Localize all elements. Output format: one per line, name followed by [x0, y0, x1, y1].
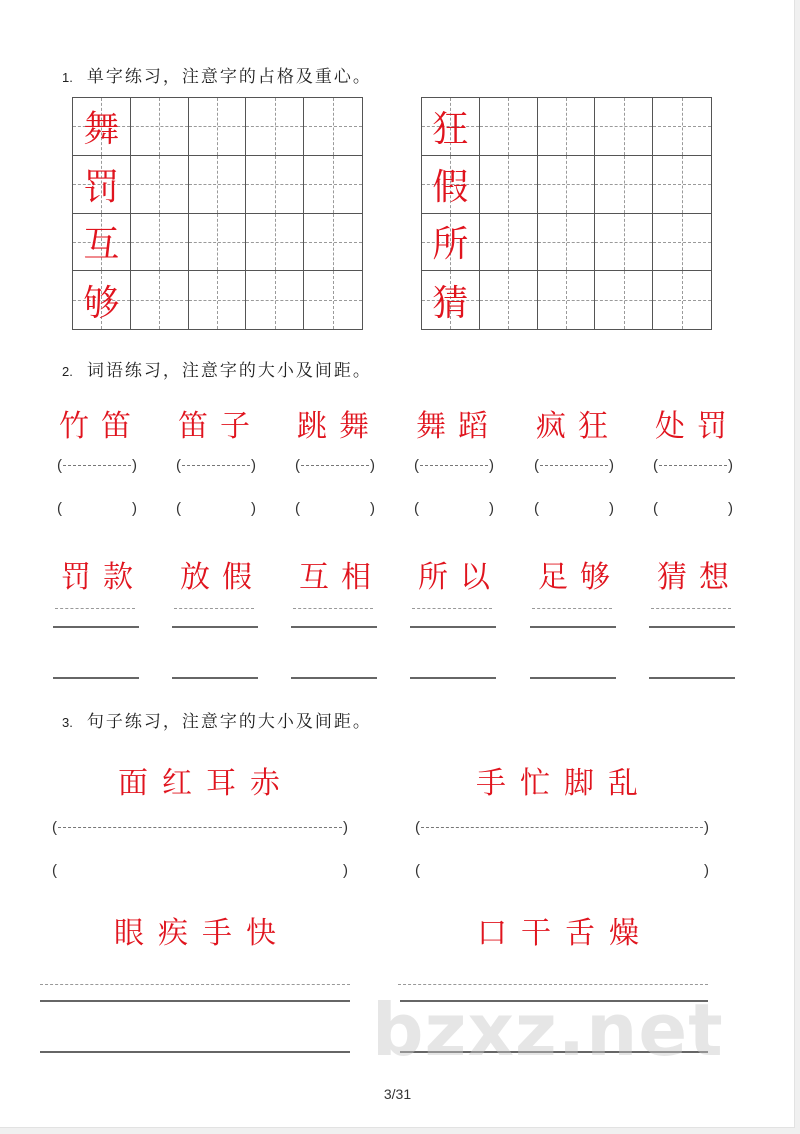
word-item: 足够: [538, 560, 622, 595]
pinyin-answer-box[interactable]: ( ): [295, 500, 375, 517]
word-item: 舞蹈: [416, 409, 500, 444]
word-item: 罚款: [61, 560, 145, 595]
pinyin-answer-box[interactable]: ( ): [653, 500, 733, 517]
section-3-heading: [62, 707, 372, 732]
practice-cell[interactable]: [189, 271, 247, 329]
practice-cell[interactable]: [246, 271, 304, 329]
practice-cell[interactable]: [131, 214, 189, 272]
writing-line[interactable]: [53, 677, 139, 679]
model-char-cell: [73, 156, 131, 214]
practice-cell[interactable]: [538, 98, 596, 156]
model-char-cell: [422, 271, 480, 329]
practice-cell[interactable]: [653, 98, 711, 156]
practice-cell[interactable]: [653, 271, 711, 329]
pinyin-answer-box[interactable]: ( ): [534, 457, 614, 474]
pinyin-answer-box[interactable]: ( ): [57, 457, 137, 474]
pinyin-answer-box[interactable]: ( ): [415, 862, 709, 879]
writing-guide-dashed: [412, 608, 492, 609]
writing-guide-dashed: [55, 608, 135, 609]
writing-line[interactable]: [291, 626, 377, 628]
model-char-cell: [73, 98, 131, 156]
practice-cell[interactable]: [595, 214, 653, 272]
pinyin-answer-box[interactable]: ( ): [52, 862, 348, 879]
pinyin-answer-box[interactable]: ( ): [653, 457, 733, 474]
practice-cell[interactable]: [131, 156, 189, 214]
section-1-title: 单字练习，注意字的占格及重心。: [86, 67, 372, 87]
writing-line[interactable]: [410, 677, 496, 679]
model-character: 互: [83, 224, 120, 266]
section-2-title: 词语练习，注意字的大小及间距。: [86, 361, 372, 381]
practice-cell[interactable]: [480, 156, 538, 214]
idiom-item: 眼疾手快: [114, 916, 290, 951]
practice-cell[interactable]: [304, 271, 362, 329]
model-char-cell: [73, 271, 131, 329]
practice-cell[interactable]: [653, 214, 711, 272]
model-char-cell: [422, 156, 480, 214]
writing-guide-dashed: [398, 984, 708, 985]
writing-guide-dashed: [174, 608, 254, 609]
practice-cell[interactable]: [304, 214, 362, 272]
word-item: 笛子: [178, 409, 262, 444]
writing-guide-dashed: [40, 984, 350, 985]
writing-line[interactable]: [40, 1051, 350, 1053]
writing-line[interactable]: [53, 626, 139, 628]
section-3-number: 3.: [62, 715, 73, 730]
model-character: 狂: [432, 108, 469, 150]
writing-line[interactable]: [649, 626, 735, 628]
pinyin-answer-box[interactable]: ( ): [176, 457, 256, 474]
model-character: 罚: [83, 166, 120, 208]
practice-cell[interactable]: [480, 271, 538, 329]
writing-guide-dashed: [651, 608, 731, 609]
tianzige-grid-left: [72, 97, 363, 330]
section-3-title: 句子练习，注意字的大小及间距。: [86, 712, 372, 732]
tianzige-grid-right: [421, 97, 712, 330]
watermark: bzxz.net: [372, 988, 724, 1072]
writing-line[interactable]: [172, 626, 258, 628]
practice-cell[interactable]: [131, 98, 189, 156]
practice-cell[interactable]: [595, 156, 653, 214]
word-item: 所以: [418, 560, 502, 595]
practice-cell[interactable]: [131, 271, 189, 329]
model-character: 猜: [432, 282, 469, 324]
word-item: 跳舞: [297, 409, 381, 444]
model-char-cell: [422, 98, 480, 156]
practice-cell[interactable]: [480, 214, 538, 272]
practice-cell[interactable]: [538, 156, 596, 214]
practice-cell[interactable]: [304, 98, 362, 156]
idiom-item: 面红耳赤: [118, 766, 294, 801]
pinyin-answer-box[interactable]: ( ): [415, 819, 709, 836]
model-character: 假: [432, 166, 469, 208]
practice-cell[interactable]: [189, 214, 247, 272]
writing-line[interactable]: [40, 1000, 350, 1002]
writing-line[interactable]: [530, 677, 616, 679]
writing-line[interactable]: [530, 626, 616, 628]
practice-cell[interactable]: [246, 214, 304, 272]
practice-cell[interactable]: [246, 98, 304, 156]
practice-cell[interactable]: [538, 271, 596, 329]
word-item: 处罚: [655, 409, 739, 444]
practice-cell[interactable]: [189, 98, 247, 156]
model-character: 所: [432, 224, 469, 266]
writing-line[interactable]: [172, 677, 258, 679]
practice-cell[interactable]: [246, 156, 304, 214]
pinyin-answer-box[interactable]: ( ): [176, 500, 256, 517]
section-2-number: 2.: [62, 364, 73, 379]
practice-cell[interactable]: [595, 271, 653, 329]
practice-cell[interactable]: [595, 98, 653, 156]
writing-line[interactable]: [400, 1000, 708, 1002]
idiom-item: 口干舌燥: [477, 916, 653, 951]
model-char-cell: [422, 214, 480, 272]
word-item: 疯狂: [536, 409, 620, 444]
section-1-number: 1.: [62, 70, 73, 85]
model-char-cell: [73, 214, 131, 272]
model-character: 够: [83, 282, 120, 324]
writing-line[interactable]: [649, 677, 735, 679]
writing-line[interactable]: [400, 1051, 708, 1053]
practice-cell[interactable]: [653, 156, 711, 214]
pinyin-answer-box[interactable]: ( ): [414, 457, 494, 474]
idiom-item: 手忙脚乱: [476, 766, 652, 801]
section-1-heading: [62, 62, 372, 87]
writing-guide-dashed: [293, 608, 373, 609]
practice-cell[interactable]: [538, 214, 596, 272]
word-item: 猜想: [657, 560, 741, 595]
pinyin-answer-box[interactable]: ( ): [414, 500, 494, 517]
pinyin-answer-box[interactable]: ( ): [295, 457, 375, 474]
practice-cell[interactable]: [189, 156, 247, 214]
word-item: 竹笛: [59, 409, 143, 444]
writing-line[interactable]: [291, 677, 377, 679]
writing-guide-dashed: [532, 608, 612, 609]
practice-cell[interactable]: [304, 156, 362, 214]
word-item: 放假: [180, 560, 264, 595]
page-indicator: 3/31: [383, 1086, 412, 1102]
pinyin-answer-box[interactable]: ( ): [534, 500, 614, 517]
model-character: 舞: [83, 108, 120, 150]
section-2-heading: [62, 356, 372, 381]
practice-cell[interactable]: [480, 98, 538, 156]
pinyin-answer-box[interactable]: ( ): [52, 819, 348, 836]
writing-line[interactable]: [410, 626, 496, 628]
pinyin-answer-box[interactable]: ( ): [57, 500, 137, 517]
word-item: 互相: [299, 560, 383, 595]
